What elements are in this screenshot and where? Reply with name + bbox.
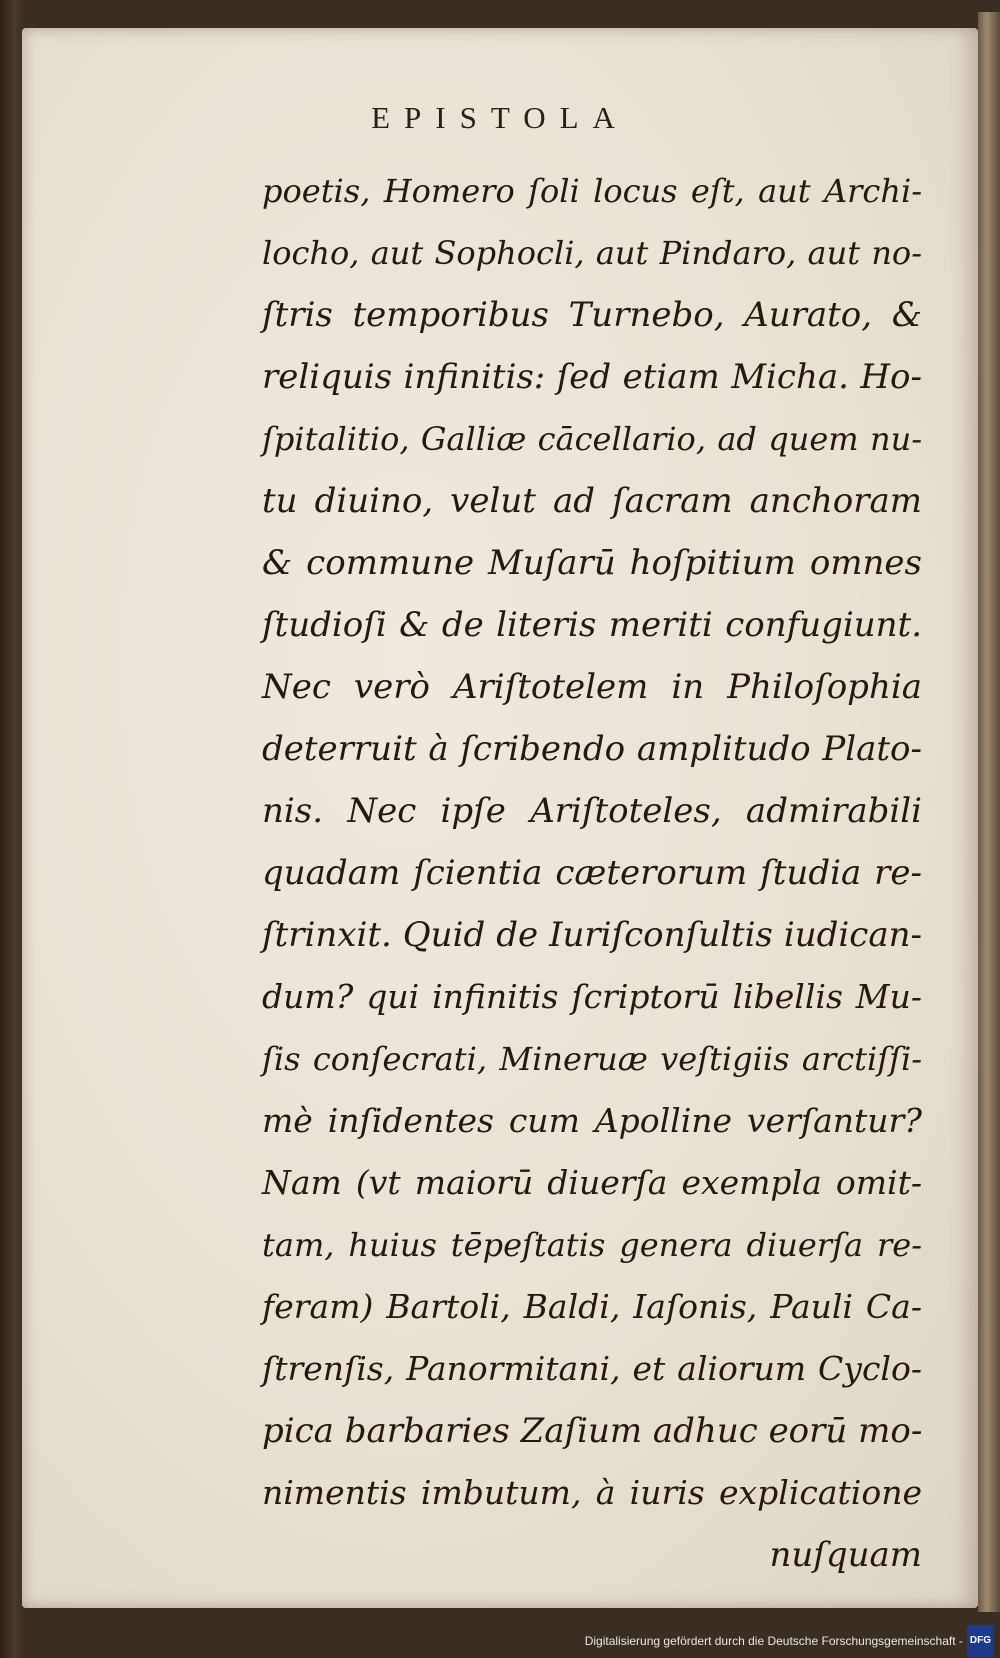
text-line: dum? qui infinitis ſcriptorū libellis Mu- — [262, 977, 922, 1016]
text-line: ſis conſecrati, Mineruæ veſtigiis arctiſſi- — [262, 1040, 922, 1078]
text-line: ſtris temporibus Turnebo, Aurato, & — [262, 295, 922, 335]
text-line: reliquis infinitis: ſed etiam Micha. Ho- — [262, 357, 922, 397]
catchword: nuſquam — [769, 1535, 922, 1575]
running-head: EPISTOLA — [371, 100, 629, 135]
digitization-footer — [585, 1626, 994, 1656]
footer-text: Digitalisierung gefördert durch die Deutsche Forschungsgemeinschaft - — [584, 1634, 963, 1648]
text-line: poetis, Homero ſoli locus eſt, aut Archi- — [262, 172, 922, 210]
book-edge — [978, 12, 1000, 1612]
text-line: nis. Nec ipſe Ariſtoteles, admirabili — [262, 791, 922, 831]
text-line: pica barbaries Zaſium adhuc eorū mo- — [262, 1411, 923, 1451]
dfg-logo: DFG — [967, 1625, 994, 1657]
text-block — [262, 160, 922, 1586]
text-line: ſtrenſis, Panormitani, et aliorum Cyclo- — [262, 1349, 922, 1388]
text-line: feram) Bartoli, Baldi, Iaſonis, Pauli Ca- — [262, 1287, 922, 1326]
text-line: tam, huius tēpeſtatis genera diuerſa re- — [262, 1226, 922, 1264]
text-line: nimentis imbutum, à iuris explicatione — [262, 1473, 922, 1512]
text-line: locho, aut Sophocli, aut Pindaro, aut no- — [262, 234, 922, 272]
text-line: mè inſidentes cum Apolline verſantur? — [262, 1101, 922, 1140]
text-line: & commune Muſarū hoſpitium omnes — [262, 543, 922, 583]
text-line: quadam ſcientia cæterorum ſtudia re- — [262, 853, 922, 893]
text-line: deterruit à ſcribendo amplitudo Plato- — [262, 729, 922, 769]
text-line: ſtrinxit. Quid de Iuriſconſultis iudican- — [262, 915, 922, 955]
text-line: ſtudioſi & de literis meriti confugiunt. — [262, 605, 922, 645]
text-line: Nam (vt maiorū diuerſa exempla omit- — [262, 1163, 922, 1202]
text-line: ſpitalitio, Galliæ cācellario, ad quem nu- — [262, 420, 922, 458]
text-line: Nec verò Ariſtotelem in Philoſophia — [262, 667, 922, 707]
text-line: tu diuino, velut ad ſacram anchoram — [262, 481, 922, 521]
